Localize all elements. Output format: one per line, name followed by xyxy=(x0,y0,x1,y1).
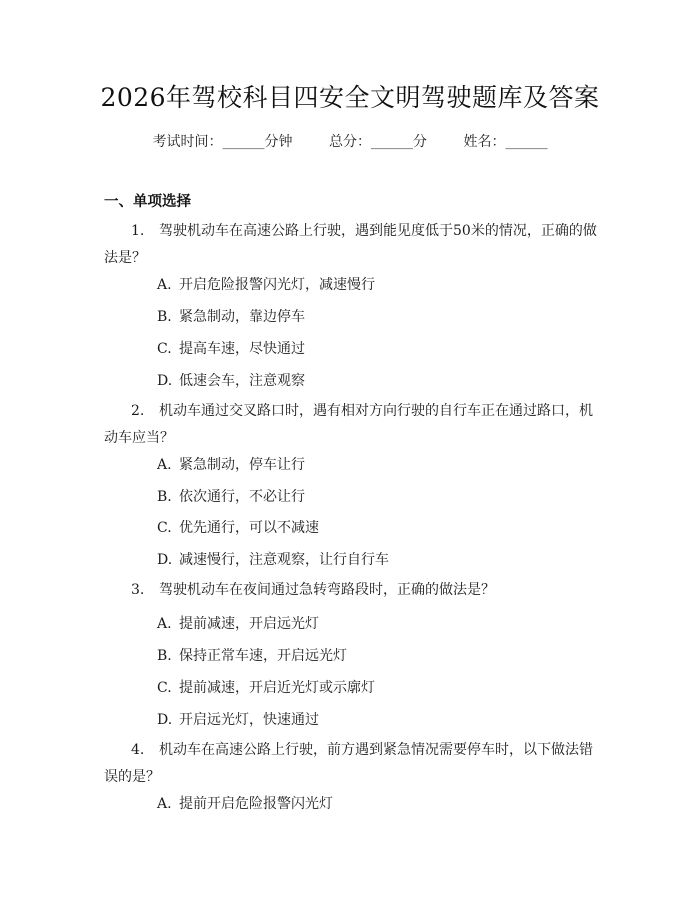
question-2-option-b xyxy=(157,487,305,507)
option-letter: D. xyxy=(157,552,173,568)
question-2-option-d xyxy=(157,550,389,570)
question-1-option-b xyxy=(157,307,305,327)
option-letter: B. xyxy=(157,309,172,325)
question-text: 机动车在高速公路上行驶，前方遇到紧急情况需要停车时，以下做法错误的是？ xyxy=(104,742,593,785)
option-letter: A. xyxy=(157,277,172,293)
option-text: 低速会车，注意观察 xyxy=(179,373,305,389)
question-3-option-a xyxy=(157,614,319,634)
question-3-option-b xyxy=(157,646,347,666)
option-text: 开启远光灯，快速通过 xyxy=(179,712,319,728)
question-2 xyxy=(104,398,604,452)
option-text: 提高车速，尽快通过 xyxy=(179,341,305,357)
option-text: 紧急制动，靠边停车 xyxy=(179,309,305,325)
option-text: 开启危险报警闪光灯，减速慢行 xyxy=(179,277,375,293)
option-letter: D. xyxy=(157,373,173,389)
question-1 xyxy=(104,218,604,272)
question-text: 机动车通过交叉路口时，遇有相对方向行驶的自行车正在通过路口，机动车应当？ xyxy=(104,403,593,446)
total-score-field: 总分：______分 xyxy=(329,134,427,150)
option-text: 提前减速，开启近光灯或示廓灯 xyxy=(179,680,375,696)
question-1-option-a xyxy=(157,275,375,295)
question-number: 2. xyxy=(131,403,145,419)
option-letter: C. xyxy=(157,520,172,536)
question-3-option-c xyxy=(157,678,375,698)
option-letter: B. xyxy=(157,489,172,505)
option-text: 减速慢行，注意观察，让行自行车 xyxy=(179,552,389,568)
option-letter: C. xyxy=(157,680,172,696)
name-field: 姓名：______ xyxy=(463,134,548,150)
option-letter: A. xyxy=(157,616,172,632)
exam-time-field: 考试时间：______分钟 xyxy=(152,134,293,150)
document-title: 2026年驾校科目四安全文明驾驶题库及答案 xyxy=(100,83,600,112)
question-number: 3. xyxy=(131,582,145,598)
question-1-option-c xyxy=(157,339,305,359)
option-text: 提前开启危险报警闪光灯 xyxy=(179,796,333,812)
question-number: 4. xyxy=(131,742,145,758)
section-heading: 一、单项选择 xyxy=(104,194,191,210)
option-letter: D. xyxy=(157,712,173,728)
question-number: 1. xyxy=(131,223,145,239)
question-text: 驾驶机动车在夜间通过急转弯路段时，正确的做法是？ xyxy=(159,582,495,598)
question-2-option-c xyxy=(157,518,319,538)
question-3 xyxy=(104,577,604,604)
option-text: 保持正常车速，开启远光灯 xyxy=(179,648,347,664)
option-letter: C. xyxy=(157,341,172,357)
question-text: 驾驶机动车在高速公路上行驶，遇到能见度低于50米的情况，正确的做法是？ xyxy=(104,223,597,266)
question-2-option-a xyxy=(157,455,305,475)
option-text: 提前减速，开启远光灯 xyxy=(179,616,319,632)
option-text: 紧急制动，停车让行 xyxy=(179,457,305,473)
option-letter: A. xyxy=(157,457,172,473)
option-letter: B. xyxy=(157,648,172,664)
option-text: 依次通行，不必让行 xyxy=(179,489,305,505)
question-4-option-a xyxy=(157,794,333,814)
question-1-option-d xyxy=(157,371,305,391)
question-4 xyxy=(104,737,604,791)
option-letter: A. xyxy=(157,796,172,812)
option-text: 优先通行，可以不减速 xyxy=(179,520,319,536)
exam-meta xyxy=(0,131,700,151)
question-3-option-d xyxy=(157,710,319,730)
